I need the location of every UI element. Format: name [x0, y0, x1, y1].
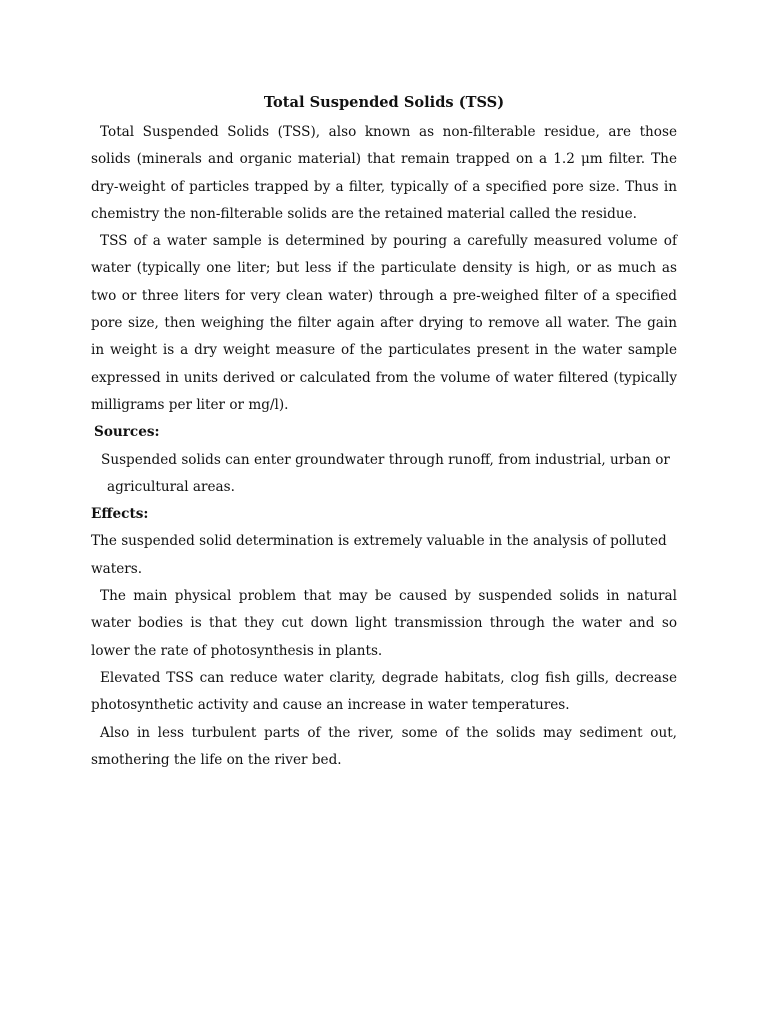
effects-analysis-paragraph: The suspended solid determination is extremely valuable in the analysis of polluted waters. — [91, 533, 667, 577]
effects-sedimentation-paragraph: Also in less turbulent parts of the river, some of the solids may sediment out, smothering the life on the river bed. — [91, 724, 677, 768]
document-title: Total Suspended Solids (TSS) — [263, 94, 505, 111]
effects-heading: Effects: — [91, 506, 149, 523]
sources-heading: Sources: — [94, 424, 160, 441]
sources-paragraph: Suspended solids can enter groundwater through runoff, from industrial, urban or agricultural areas. — [101, 451, 670, 495]
tss-measurement-paragraph: TSS of a water sample is determined by pouring a carefully measured volume of water (typically one liter; but less if the particulate density is high, or as much as two or three liters for very clean water) through a pre-weighed filter of a specified pore size, then weighing the filter again after drying to remove all water. The gain in weight is a dry weight measure of the particulates present in the water sample expressed in units derived or calculated from the volume of water filtered (typically milligrams per liter or mg/l). — [91, 233, 677, 413]
effects-habitat-paragraph: Elevated TSS can reduce water clarity, degrade habitats, clog fish gills, decrease photosynthetic activity and cause an increase in water temperatures. — [91, 669, 677, 714]
document-body — [91, 92, 677, 774]
tss-definition-paragraph: Total Suspended Solids (TSS), also known as non-filterable residue, are those solids (minerals and organic material) that remain trapped on a 1.2 μm filter. The dry-weight of particles trapped by a filter, typically of a specified pore size. Thus in chemistry the non-filterable solids are the retained material called the residue. — [91, 124, 677, 222]
effects-light-transmission-paragraph: The main physical problem that may be caused by suspended solids in natural water bodies is that they cut down light transmission through the water and so lower the rate of photosynthesis in plants. — [91, 588, 677, 659]
